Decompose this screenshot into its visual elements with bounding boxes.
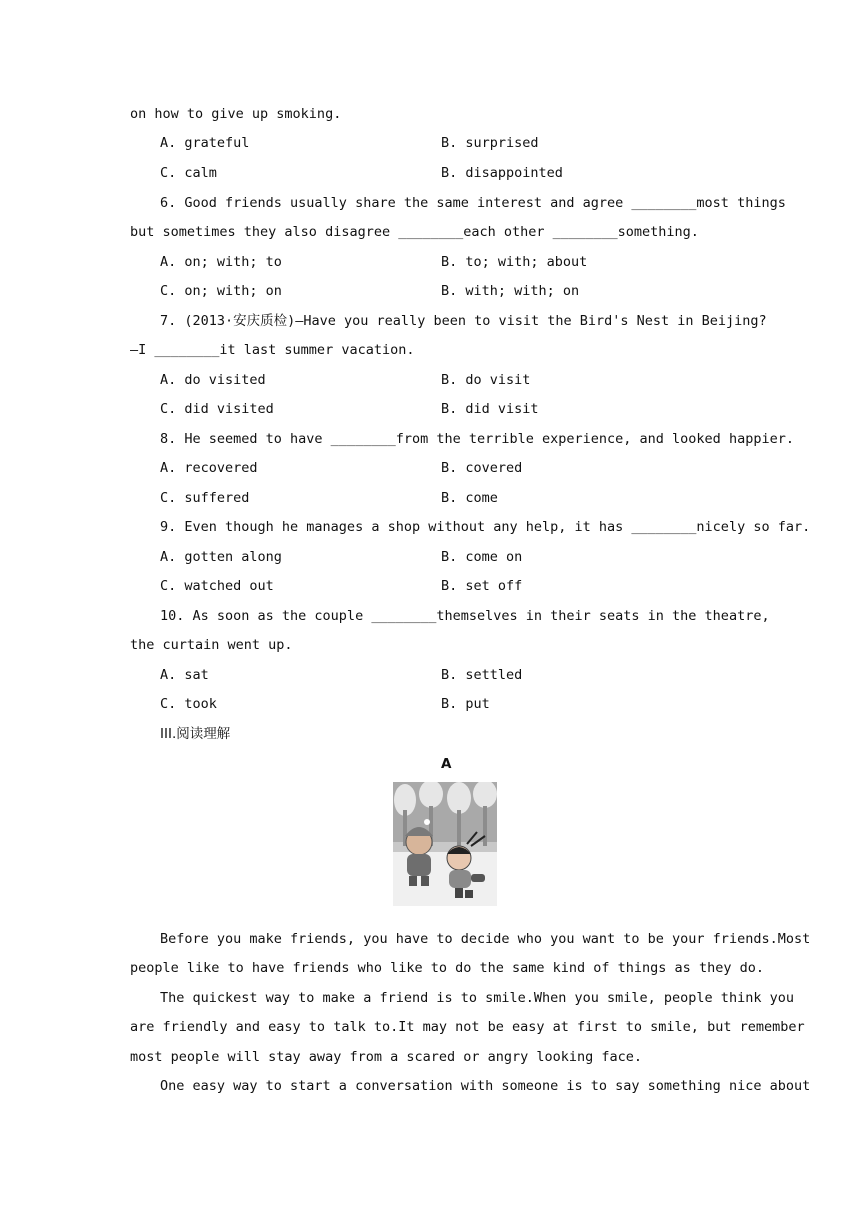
q5-option-d: B. disappointed: [441, 165, 563, 181]
q10-option-a: A. sat: [160, 667, 209, 683]
paragraph1-line1: [130, 930, 811, 948]
q8-option-c: C. suffered: [160, 490, 250, 506]
q5-option-b: B. surprised: [441, 135, 539, 151]
q10-option-b: B. settled: [441, 667, 523, 683]
q6-option-b: B. to; with; about: [441, 254, 588, 270]
q8-option-d: B. come: [441, 490, 498, 506]
paragraph3-line1: One easy way to start a conversation with someone is to say something nice about: [160, 1078, 811, 1094]
paragraph1-line2: people like to have friends who like to do the same kind of things as they do.: [130, 960, 764, 976]
question10-line2: the curtain went up.: [130, 637, 293, 653]
q6-option-d: B. with; with; on: [441, 283, 580, 299]
q7-option-d: B. did visit: [441, 401, 539, 417]
q7-option-b: B. do visit: [441, 372, 531, 388]
q9-option-c: C. watched out: [160, 578, 274, 594]
q7-option-c: C. did visited: [160, 401, 274, 417]
skating-kids-illustration: [393, 782, 497, 906]
paragraph2-line1: The quickest way to make a friend is to smile.When you smile, people think you: [160, 990, 794, 1006]
question6-line1: 6. Good friends usually share the same interest and agree ________most things: [160, 195, 786, 211]
q5-option-a: A. grateful: [160, 135, 250, 151]
q10-option-d: B. put: [441, 696, 490, 712]
question7-line1: 7. (2013·安庆质检)—Have you really been to visit the Bird's Nest in Beijing?: [160, 313, 767, 329]
q6-option-c: C. on; with; on: [160, 283, 282, 299]
q7-option-a: A. do visited: [160, 372, 266, 388]
question8: 8. He seemed to have ________from the terrible experience, and looked happier.: [160, 431, 794, 447]
passage-title: A: [441, 756, 452, 772]
q9-option-a: A. gotten along: [160, 549, 282, 565]
paragraph1-line1-text: Before you make friends, you have to decide who you want to be your friends.Most: [160, 931, 811, 947]
question10-line1: 10. As soon as the couple ________themselves in their seats in the theatre,: [160, 608, 770, 624]
question9: 9. Even though he manages a shop without any help, it has ________nicely so far.: [160, 519, 811, 535]
q8-option-b: B. covered: [441, 460, 523, 476]
q10-option-c: C. took: [160, 696, 217, 712]
question7-line2: —I ________it last summer vacation.: [130, 342, 415, 358]
q5-option-c: C. calm: [160, 165, 217, 181]
paragraph2-line2: are friendly and easy to talk to.It may not be easy at first to smile, but remember: [130, 1019, 805, 1035]
q8-option-a: A. recovered: [160, 460, 258, 476]
q9-option-b: B. come on: [441, 549, 523, 565]
paragraph2-line3: most people will stay away from a scared or angry looking face.: [130, 1049, 643, 1065]
question6-line2: but sometimes they also disagree ________each other ________something.: [130, 224, 699, 240]
section-heading: III.阅读理解: [160, 726, 231, 742]
q9-option-d: B. set off: [441, 578, 523, 594]
question5-tail: on how to give up smoking.: [130, 106, 342, 122]
q6-option-a: A. on; with; to: [160, 254, 282, 270]
